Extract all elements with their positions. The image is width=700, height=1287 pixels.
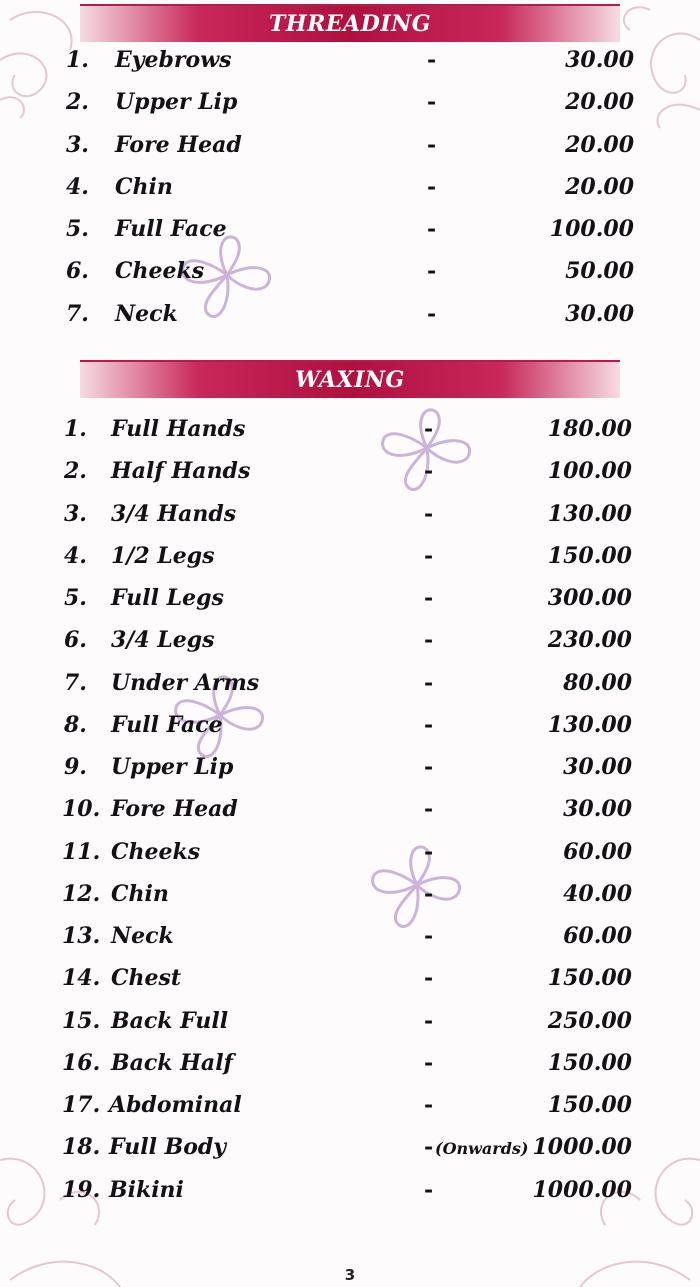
item-price: 250.00 <box>547 1007 632 1034</box>
list-item <box>0 915 700 957</box>
item-price: 60.00 <box>563 838 632 865</box>
item-price: 20.00 <box>565 131 634 158</box>
list-item <box>0 81 700 123</box>
item-name: 3/4 Legs <box>111 627 215 654</box>
item-separator: - <box>424 500 434 527</box>
item-number: 4. <box>64 542 87 569</box>
threading-header <box>80 4 620 42</box>
item-price: 100.00 <box>547 458 632 485</box>
item-number: 5. <box>64 585 87 611</box>
item-name: Full Hands <box>111 416 246 442</box>
item-price: 30.00 <box>563 796 632 823</box>
item-price: 50.00 <box>565 258 634 285</box>
item-separator: - <box>424 1007 434 1034</box>
item-separator: - <box>427 173 437 200</box>
item-name: Chin <box>111 880 169 907</box>
list-item <box>0 293 700 335</box>
item-price: 150.00 <box>547 1049 632 1076</box>
threading-list <box>0 39 700 335</box>
list-item <box>0 1042 700 1084</box>
item-number: 15. <box>62 1007 101 1034</box>
item-number: 9. <box>64 754 87 780</box>
item-separator: - <box>427 216 437 242</box>
list-item <box>0 535 700 577</box>
item-number: 18. <box>62 1134 101 1161</box>
list-item <box>0 408 700 450</box>
item-name: Fore Head <box>115 131 242 158</box>
item-name: Chest <box>111 965 182 992</box>
item-name: Fore Head <box>111 796 238 823</box>
item-name: Back Half <box>111 1049 234 1076</box>
list-item <box>0 577 700 619</box>
item-number: 19. <box>62 1176 101 1203</box>
item-name: Full Legs <box>111 585 224 611</box>
list-item <box>0 39 700 81</box>
item-separator: - <box>424 838 434 865</box>
price-note: (Onwards) <box>435 1139 529 1159</box>
item-separator: - <box>424 1049 434 1076</box>
item-price: 1000.00 <box>532 1176 632 1203</box>
item-number: 14. <box>62 965 101 992</box>
list-item <box>0 1084 700 1126</box>
item-name: Full Body <box>109 1134 227 1161</box>
list-item <box>0 662 700 704</box>
item-name: 1/2 Legs <box>111 542 215 569</box>
item-separator: - <box>427 89 437 116</box>
list-item <box>0 250 700 292</box>
list-item <box>0 1169 700 1211</box>
item-name: Upper Lip <box>115 89 238 116</box>
item-number: 13. <box>62 923 101 949</box>
item-number: 11. <box>62 838 101 865</box>
item-separator: - <box>424 1092 434 1118</box>
item-number: 6. <box>66 258 89 285</box>
list-item <box>0 873 700 915</box>
item-price: 30.00 <box>563 754 632 780</box>
item-name: 3/4 Hands <box>111 500 237 527</box>
waxing-title: WAXING <box>295 367 405 393</box>
item-name: Cheeks <box>111 838 201 865</box>
item-separator: - <box>427 131 437 158</box>
item-number: 1. <box>66 47 89 73</box>
item-price: 20.00 <box>565 89 634 116</box>
list-item <box>0 1000 700 1042</box>
list-item <box>0 1126 700 1168</box>
item-name: Full Face <box>111 711 223 738</box>
item-number: 8. <box>64 711 87 738</box>
item-number: 6. <box>64 627 87 654</box>
item-number: 3. <box>66 131 89 158</box>
item-name: Half Hands <box>111 458 251 485</box>
waxing-list <box>0 408 700 1211</box>
list-item <box>0 788 700 830</box>
list-item <box>0 619 700 661</box>
item-number: 10. <box>62 796 101 823</box>
item-number: 5. <box>66 216 89 242</box>
item-number: 7. <box>66 300 89 327</box>
page-number: 3 <box>344 1266 356 1284</box>
item-separator: - <box>424 1134 434 1161</box>
item-number: 3. <box>64 500 87 527</box>
list-item <box>0 704 700 746</box>
item-name: Upper Lip <box>111 754 234 780</box>
item-price: 100.00 <box>549 216 634 242</box>
item-price: 230.00 <box>547 627 632 654</box>
item-price: 30.00 <box>565 47 634 73</box>
item-name: Under Arms <box>111 669 260 696</box>
item-name: Chin <box>115 173 173 200</box>
item-price: 80.00 <box>563 669 632 696</box>
item-separator: - <box>424 669 434 696</box>
item-price: 20.00 <box>565 173 634 200</box>
item-price: 130.00 <box>547 500 632 527</box>
item-name: Full Face <box>115 216 227 242</box>
list-item <box>0 124 700 166</box>
item-separator: - <box>424 416 434 442</box>
item-number: 17. <box>62 1092 101 1118</box>
item-number: 4. <box>66 173 89 200</box>
item-separator: - <box>427 300 437 327</box>
item-name: Bikini <box>109 1176 184 1203</box>
item-separator: - <box>427 47 437 73</box>
item-separator: - <box>424 965 434 992</box>
list-item <box>0 831 700 873</box>
item-separator: - <box>424 796 434 823</box>
waxing-header <box>80 360 620 398</box>
item-separator: - <box>424 880 434 907</box>
item-price-onwards <box>435 1126 632 1170</box>
list-item <box>0 957 700 999</box>
item-price: 40.00 <box>563 880 632 907</box>
item-number: 2. <box>66 89 89 116</box>
item-name: Neck <box>111 923 174 949</box>
item-separator: - <box>424 458 434 485</box>
item-price: 150.00 <box>547 1092 632 1118</box>
threading-title: THREADING <box>268 11 432 37</box>
item-price: 30.00 <box>565 300 634 327</box>
list-item <box>0 746 700 788</box>
item-separator: - <box>424 627 434 654</box>
item-number: 2. <box>64 458 87 485</box>
item-separator: - <box>424 1176 434 1203</box>
item-price: 180.00 <box>547 416 632 442</box>
item-name: Neck <box>115 300 178 327</box>
item-name: Back Full <box>111 1007 229 1034</box>
list-item <box>0 493 700 535</box>
item-name: Eyebrows <box>115 47 232 73</box>
item-number: 7. <box>64 669 87 696</box>
item-separator: - <box>424 754 434 780</box>
item-separator: - <box>424 542 434 569</box>
item-price: 150.00 <box>547 542 632 569</box>
item-separator: - <box>424 711 434 738</box>
item-price: 150.00 <box>547 965 632 992</box>
item-number: 12. <box>62 880 101 907</box>
item-price: 130.00 <box>547 711 632 738</box>
item-price: 300.00 <box>547 585 632 611</box>
item-separator: - <box>424 585 434 611</box>
item-separator: - <box>427 258 437 285</box>
item-price: 1000.00 <box>532 1134 632 1161</box>
item-name: Cheeks <box>115 258 205 285</box>
list-item <box>0 450 700 492</box>
item-number: 1. <box>64 416 87 442</box>
list-item <box>0 166 700 208</box>
item-separator: - <box>424 923 434 949</box>
item-name: Abdominal <box>109 1092 242 1118</box>
list-item <box>0 208 700 250</box>
item-price: 60.00 <box>563 923 632 949</box>
item-number: 16. <box>62 1049 101 1076</box>
